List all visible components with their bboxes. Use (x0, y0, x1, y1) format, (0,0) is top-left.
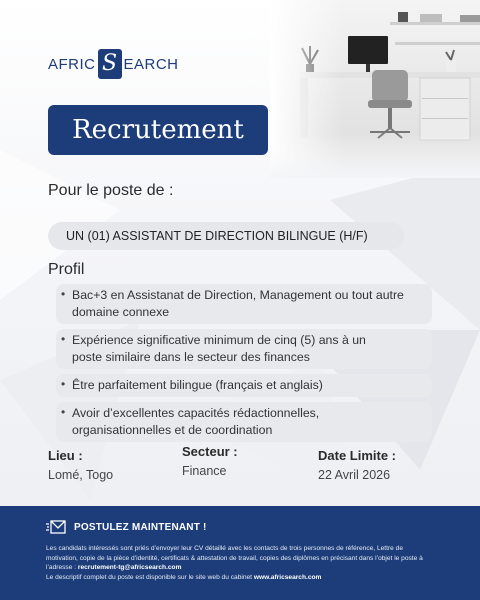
date-limite-value: 22 Avril 2026 (318, 468, 391, 482)
poste-title-pill (48, 222, 404, 250)
profil-item (56, 284, 432, 324)
profil-item (56, 374, 432, 397)
profil-item-line: • Avoir d’excellentes capacités rédactionnelles, (72, 406, 320, 420)
apply-instructions (46, 544, 434, 582)
instructions-text: Les candidats intéressés sont priés d’envoyer leur CV détaillé avec les contacts de trois personnes de référence, Lettre de motivation, copie de la pièce d’identité, certificats & attestation de travail, copies des diplômes en précisant dans l’objet le poste à l’adresse : (46, 545, 423, 572)
poste-title: UN (01) ASSISTANT DE DIRECTION BILINGUE (H/F) (66, 229, 368, 243)
profil-item-line: • Être parfaitement bilingue (français et anglais) (72, 378, 323, 392)
profil-item-line: organisationnelles et de coordination (72, 423, 273, 437)
profil-item (56, 402, 432, 442)
application-email-link[interactable]: recrutement-tg@africsearch.com (77, 564, 182, 572)
profil-item-line: • Expérience significative minimum de cinq (5) ans à un (72, 333, 366, 347)
apply-cta (46, 520, 434, 534)
office-photo (270, 0, 480, 178)
lieu-label: Lieu : (48, 448, 83, 463)
envelope-icon (46, 520, 66, 534)
apply-footer (0, 506, 480, 600)
logo-text-left: AFRIC (48, 55, 96, 73)
secteur-block (182, 444, 238, 478)
profil-item-line: poste similaire dans le secteur des finances (72, 350, 310, 364)
profil-list (56, 284, 432, 447)
secteur-label: Secteur : (182, 444, 238, 459)
profil-item (56, 329, 432, 369)
logo-text-right: EARCH (123, 55, 179, 73)
lieu-value: Lomé, Togo (48, 468, 114, 482)
website-link[interactable]: www.africsearch.com (253, 573, 322, 581)
company-logo (48, 44, 179, 84)
lieu-block (48, 448, 113, 482)
profil-item-line: domaine connexe (72, 305, 170, 319)
page-title: Recrutement (72, 115, 244, 145)
title-banner (48, 105, 268, 155)
logo-mark-icon: S (98, 49, 122, 79)
poste-heading: Pour le poste de : (48, 182, 174, 199)
profil-heading: Profil (48, 261, 85, 278)
date-limite-block (318, 448, 396, 482)
website-text: Le descriptif complet du poste est disponible sur le site web du cabinet (46, 573, 254, 581)
date-limite-label: Date Limite : (318, 448, 397, 463)
secteur-value: Finance (182, 464, 227, 478)
profil-item-line: • Bac+3 en Assistanat de Direction, Management ou tout autre (72, 288, 404, 302)
apply-cta-text: POSTULEZ MAINTENANT ! (74, 521, 207, 533)
